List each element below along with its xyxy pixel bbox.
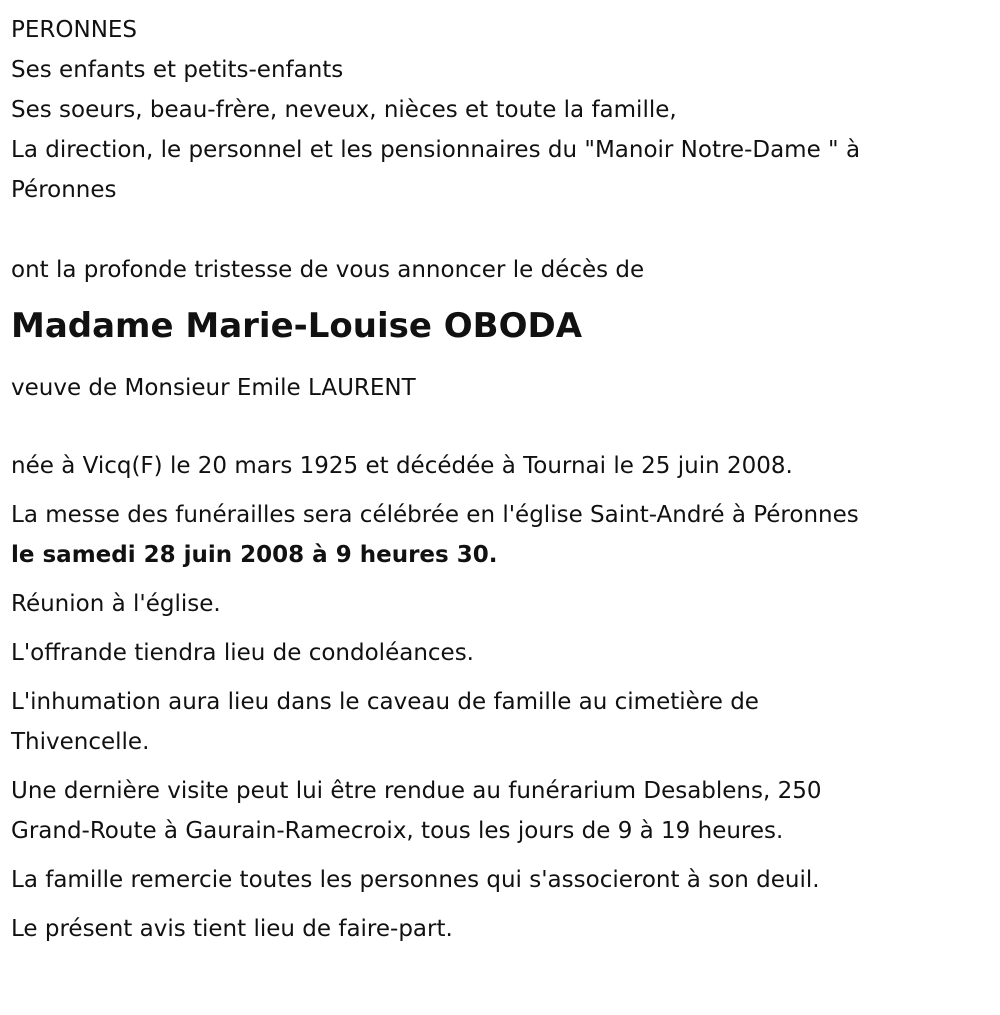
announcement-text: ont la profonde tristesse de vous annoncer le décès de [11,257,645,283]
burial-line-2: Thivencelle. [11,729,150,755]
burial-paragraph [11,682,996,762]
spacer [11,210,1000,250]
family-children-line: Ses enfants et petits-enfants [11,57,344,83]
visit-paragraph [11,771,996,851]
funeral-mass-paragraph [11,495,996,575]
birth-death-text: née à Vicq(F) le 20 mars 1925 et décédée à Tournai le 25 juin 2008. [11,453,793,479]
visit-line-1: Une dernière visite peut lui être rendue au funérarium Desablens, 250 [11,778,822,804]
direction-line-continued: Péronnes [11,177,117,203]
visit-line-2: Grand-Route à Gaurain-Ramecroix, tous les jours de 9 à 19 heures. [11,818,784,844]
direction-line: La direction, le personnel et les pensionnaires du "Manoir Notre-Dame " à [11,137,861,163]
offering-text: L'offrande tiendra lieu de condoléances. [11,640,474,666]
deceased-name: Madame Marie-Louise OBODA [11,306,583,346]
town-heading: PERONNES [11,17,138,43]
meeting-text: Réunion à l'église. [11,591,221,617]
closing-text: Le présent avis tient lieu de faire-part. [11,916,453,942]
funeral-mass-text: La messe des funérailles sera célébrée en l'église Saint-André à Péronnes [11,502,859,528]
widow-of-text: veuve de Monsieur Emile LAURENT [11,375,416,401]
spacer [11,408,1000,446]
funeral-mass-date: le samedi 28 juin 2008 à 9 heures 30. [11,542,498,568]
burial-line-1: L'inhumation aura lieu dans le caveau de famille au cimetière de [11,689,759,715]
thanks-text: La famille remercie toutes les personnes qui s'associeront à son deuil. [11,867,820,893]
family-siblings-line: Ses soeurs, beau-frère, neveux, nièces et toute la famille, [11,97,677,123]
